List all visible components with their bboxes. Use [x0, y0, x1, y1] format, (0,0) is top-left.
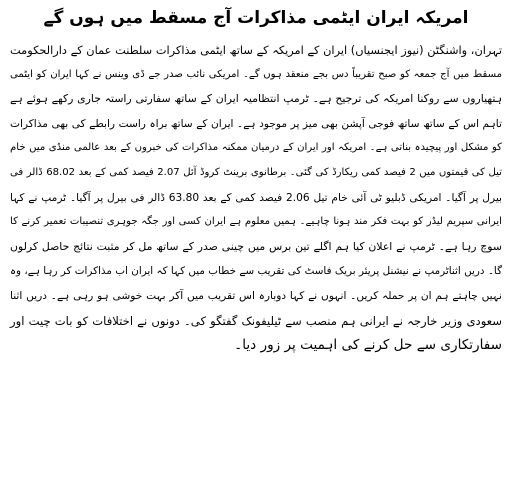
article-line: ایرانی سپریم لیڈر کو بہت فکر مند ہونا چاہیے۔ ہمیں معلوم ہے ایران کسی اور جگہ جوہری تنصیبات تعمیر کرنے کا — [10, 216, 502, 228]
article-headline: امریکہ ایران ایٹمی مذاکرات آج مسقط میں ہوں گے — [43, 8, 469, 28]
article-line: تہران، واشنگٹن (نیوز ایجنسیاں) ایران کے امریکہ کے ساتھ ایٹمی مذاکرات سلطنت عمان کے دارالحکومت — [10, 43, 502, 57]
article-line: گا۔ دریں اثناٹرمپ نے نیشنل پریئر بریک فاسٹ کی تقریب سے خطاب میں کہا کہ ایران اب مذاکرات کر رہا ہے، وہ — [10, 265, 502, 278]
article-line: سعودی وزیر خارجہ نے ایرانی ہم منصب سے ٹیلیفونک گفتگو کی۔ دونوں نے اختلافات کو بات چیت اور — [10, 313, 502, 328]
article-line: ہتھیاروں سے روکنا امریکہ کی ترجیح ہے۔ ٹرمپ انتظامیہ ایران کے ساتھ سفارتی راستہ جاری رکھے ہوئے ہے — [10, 92, 502, 106]
article-line: سفارتکاری سے حل کرنے کی اہمیت پر زور دیا۔ — [234, 337, 502, 354]
article-line: نہیں چاہتے ہم ان پر حملہ کریں۔ انہوں نے کہا دوبارہ اس تقریب میں آکر بہت خوشی ہو رہی ہے۔ دریں اثنا — [10, 289, 502, 302]
article-line: تیل کی قیمتوں میں 2 فیصد کمی ریکارڈ کی گئی۔ برطانوی برینٹ کروڈ آئل 2.07 فیصد کمی کے بعد 68.02 ڈالر فی — [10, 166, 502, 178]
article-line: کو مشکل اور پیچیدہ بناتی ہے۔ امریکہ اور ایران کے درمیان ممکنہ مذاکرات کی خبروں کے بعد عالمی منڈی میں خام — [10, 142, 502, 154]
article-line: سوچ رہا ہے۔ ٹرمپ نے اعلان کیا ہم اگلے تین برس میں چینی صدر کے ساتھ مل کر مثبت نتائج حاصل کرلوں — [10, 239, 502, 253]
article-line: بیرل پر آگیا۔ امریکی ڈبلیو ٹی آئی خام تیل 2.06 فیصد کمی کے بعد 63.80 ڈالر فی بیرل پر آگیا۔ ٹرمپ نے کہا — [10, 191, 502, 204]
article-body — [6, 38, 506, 358]
article-line: تاہم اس کے ساتھ ساتھ فوجی آپشن بھی میز پر موجود ہے۔ ایران کے ساتھ براہ راست رابطے کی بھی مذاکرات — [10, 117, 502, 130]
article-line: مسقط میں آج جمعہ کو صبح تقریباً دس بجے منعقد ہوں گے۔ امریکی نائب صدر جے ڈی وینس نے کہا ایران کو ایٹمی — [10, 68, 502, 80]
